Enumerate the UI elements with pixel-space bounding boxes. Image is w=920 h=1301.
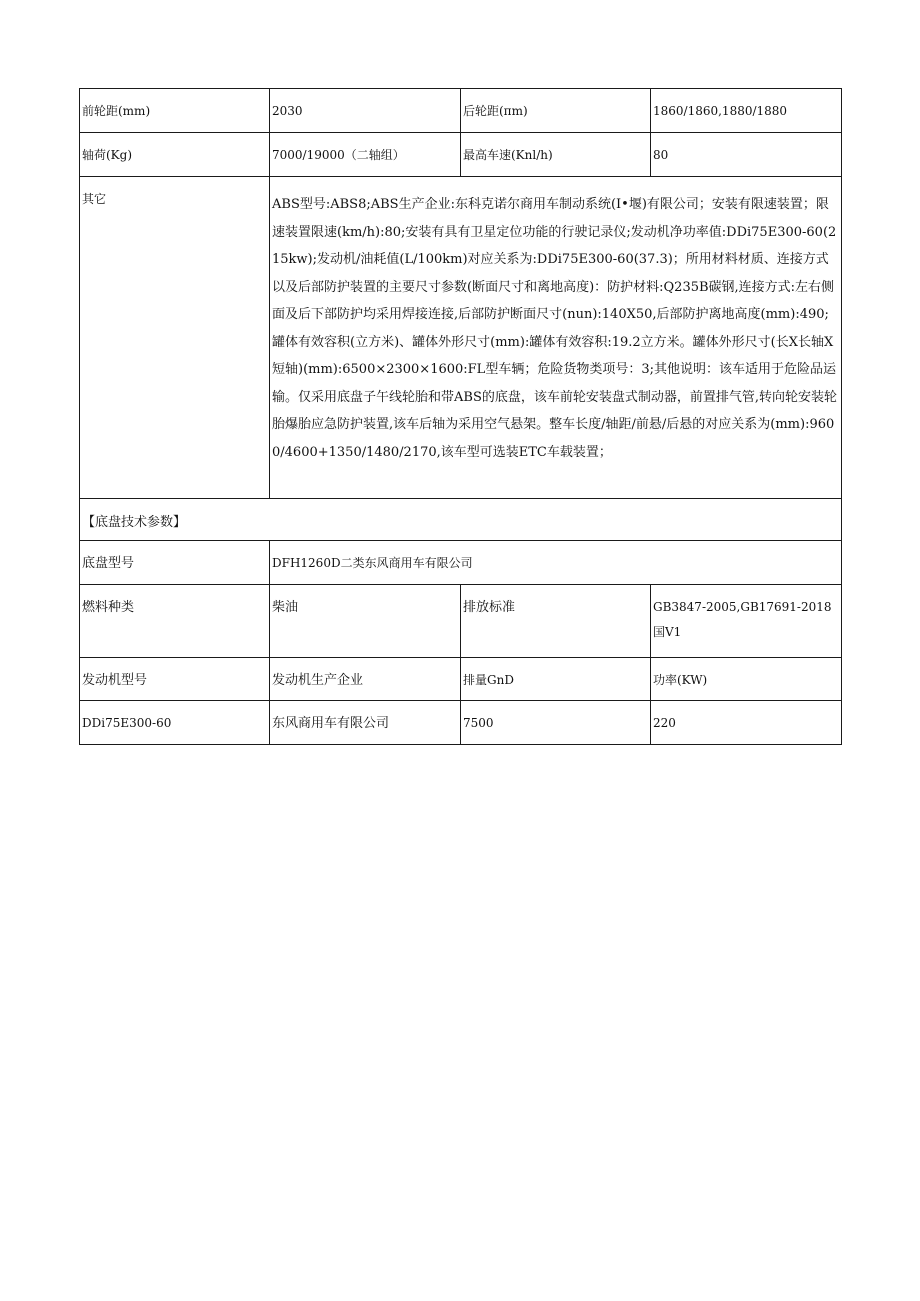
chassis-model-row <box>80 541 842 585</box>
engine-header-row <box>80 658 842 701</box>
displacement-label: 排量GnD <box>461 658 651 701</box>
other-row <box>80 177 842 499</box>
front-track-value: 2030 <box>270 89 461 133</box>
axle-load-value: 7000/19000（二轴组） <box>270 133 461 177</box>
front-track-label: 前轮距(mm) <box>80 89 270 133</box>
engine-model-value: DDi75E300-60 <box>80 701 270 745</box>
displacement-value: 7500 <box>461 701 651 745</box>
vehicle-spec-table <box>79 88 842 745</box>
fuel-row <box>80 585 842 658</box>
track-row <box>80 89 842 133</box>
max-speed-label: 最高车速(Knl/h) <box>461 133 651 177</box>
chassis-section-row <box>80 499 842 541</box>
chassis-model-label: 底盘型号 <box>80 541 270 585</box>
emission-value <box>651 585 842 658</box>
max-speed-value: 80 <box>651 133 842 177</box>
emission-value-line2: 国V1 <box>653 624 682 639</box>
emission-label: 排放标准 <box>461 585 651 658</box>
power-value: 220 <box>651 701 842 745</box>
power-label: 功率(KW) <box>651 658 842 701</box>
rear-track-value: 1860/1860,1880/1880 <box>651 89 842 133</box>
chassis-section-title: 【底盘技术参数】 <box>80 499 842 541</box>
other-label: 其它 <box>80 177 270 499</box>
fuel-value: 柴油 <box>270 585 461 658</box>
emission-value-line1: GB3847-2005,GB17691-2018 <box>653 600 832 614</box>
engine-maker-label: 发动机生产企业 <box>270 658 461 701</box>
axle-row <box>80 133 842 177</box>
engine-model-label: 发动机型号 <box>80 658 270 701</box>
chassis-model-value: DFH1260D二类东风商用车有限公司 <box>270 541 842 585</box>
engine-maker-value: 东风商用车有限公司 <box>270 701 461 745</box>
axle-load-label: 轴荷(Kg) <box>80 133 270 177</box>
engine-value-row <box>80 701 842 745</box>
fuel-label: 燃料种类 <box>80 585 270 658</box>
rear-track-label: 后轮距(πm) <box>461 89 651 133</box>
other-text: ABS型号:ABS8;ABS生产企业:东科克诺尔商用车制动系统(I•堰)有限公司；安装有限速装置；限速装置限速(km/h):80;安装有具有卫星定位功能的行驶记录仪;发动机净功率值:DDi75E300-60(215kw);发动机/油耗值(L/100km)对应关系为:DDi75E300-60(37.3)；所用材料材质、连接方式以及后部防护装置的主要尺寸参数(断面尺寸和离地高度)：防护材料:Q235B碳钢,连接方式:左右侧面及后下部防护均采用焊接连接,后部防护断面尺寸(nun):140X50,后部防护离地高度(mm):490;罐体有效容积(立方米)、罐体外形尺寸(mm):罐体有效容积:19.2立方米。罐体外形尺寸(长X长轴X短轴)(mm):6500×2300×1600:FL型车辆；危险货物类项号：3;其他说明：该车适用于危险品运输。仅采用底盘子午线轮胎和带ABS的底盘，该车前轮安装盘式制动器，前置排气管,转向轮安装轮胎爆胎应急防护装置,该车后轴为采用空气悬架。整车长度/轴距/前悬/后悬的对应关系为(mm):9600/4600+1350/1480/2170,该车型可选装ETC车载装置； <box>270 177 842 499</box>
